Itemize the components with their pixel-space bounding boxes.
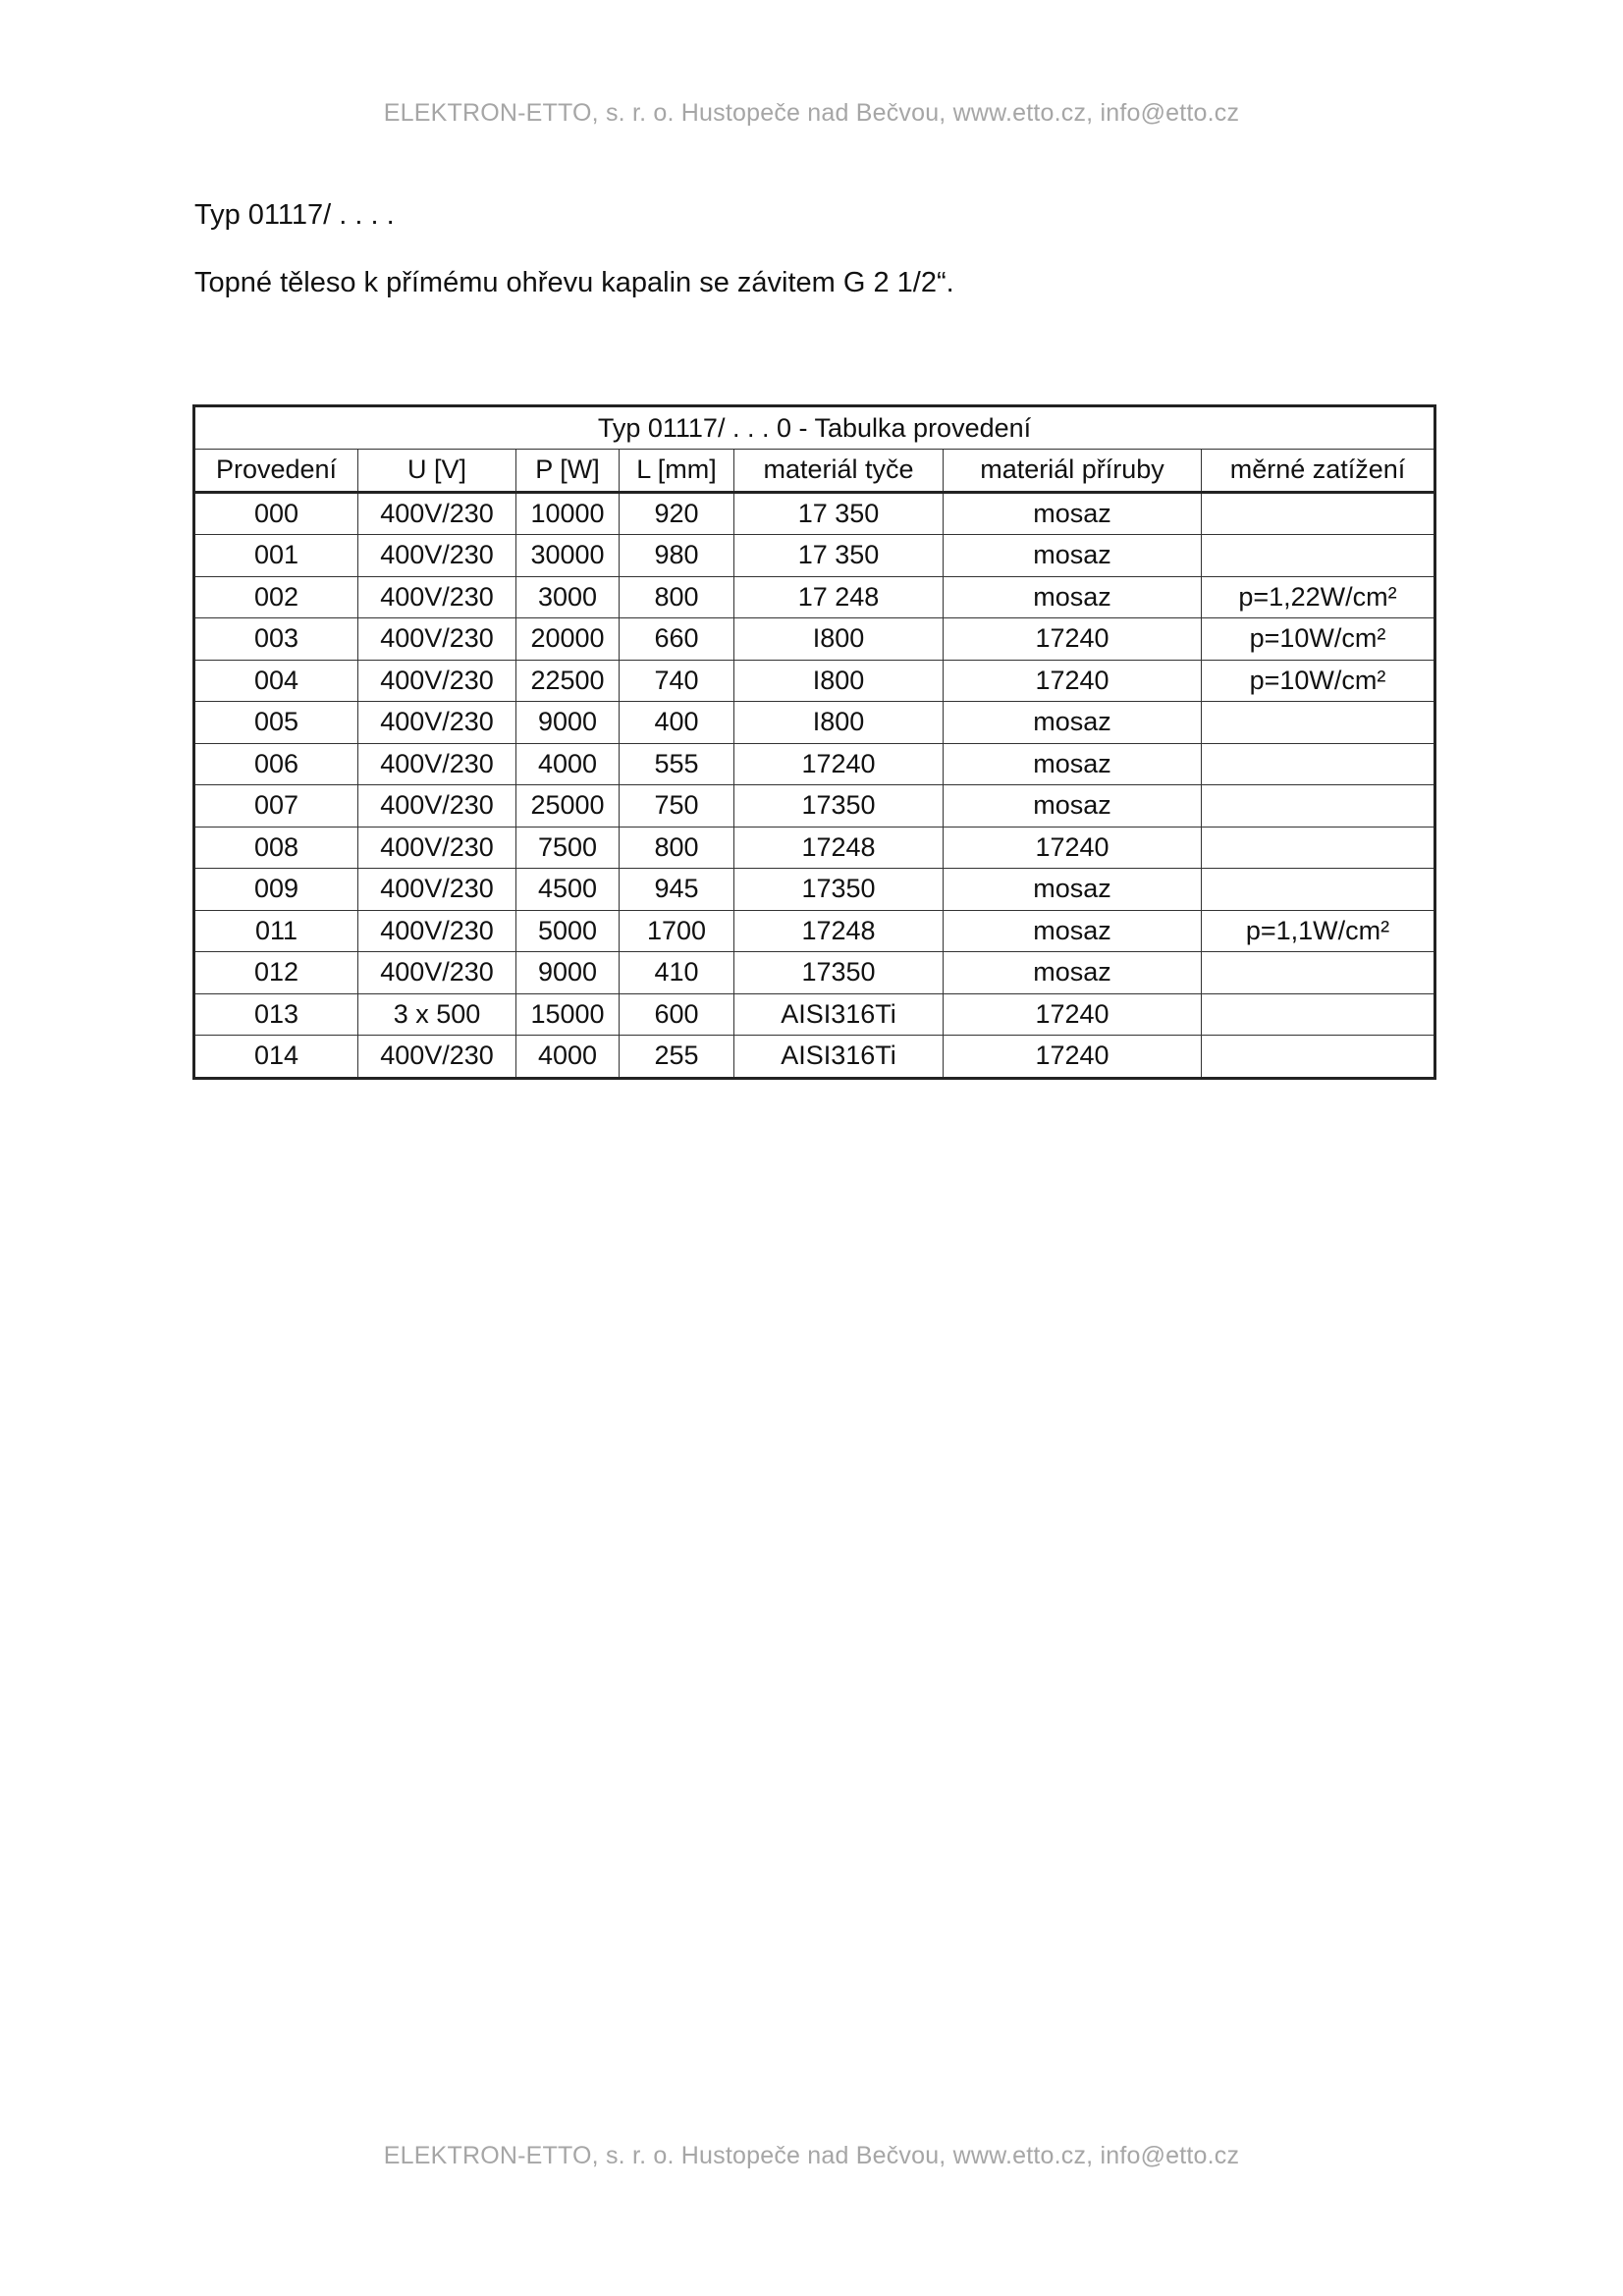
- table-cell: [1202, 827, 1435, 869]
- table-cell: 7500: [516, 827, 620, 869]
- table-cell: 006: [194, 743, 358, 785]
- table-caption: Typ 01117/ . . . 0 - Tabulka provedení: [194, 406, 1435, 450]
- table-cell: 013: [194, 993, 358, 1036]
- table-cell: I800: [734, 618, 944, 661]
- table-cell: 25000: [516, 785, 620, 828]
- table-cell: 920: [620, 492, 734, 535]
- table-row: [194, 1036, 1435, 1079]
- table-cell: 1700: [620, 910, 734, 952]
- table-row: [194, 910, 1435, 952]
- table-cell: [1202, 492, 1435, 535]
- table-cell: 000: [194, 492, 358, 535]
- table-row: [194, 492, 1435, 535]
- table-cell: 009: [194, 869, 358, 911]
- table-cell: 10000: [516, 492, 620, 535]
- table-cell: mosaz: [944, 492, 1202, 535]
- table-row: [194, 827, 1435, 869]
- table-cell: [1202, 993, 1435, 1036]
- table-header-row: [194, 450, 1435, 493]
- table-cell: 005: [194, 702, 358, 744]
- table-row: [194, 993, 1435, 1036]
- table-cell: 400V/230: [358, 660, 516, 702]
- table-cell: 17350: [734, 785, 944, 828]
- table-cell: 410: [620, 952, 734, 994]
- table-cell: 400V/230: [358, 952, 516, 994]
- table-cell: 400V/230: [358, 827, 516, 869]
- table-row: [194, 702, 1435, 744]
- table-cell: 3000: [516, 576, 620, 618]
- table-cell: 750: [620, 785, 734, 828]
- table-cell: 800: [620, 576, 734, 618]
- table-cell: mosaz: [944, 785, 1202, 828]
- table-cell: 012: [194, 952, 358, 994]
- table-cell: mosaz: [944, 702, 1202, 744]
- table-cell: p=1,22W/cm²: [1202, 576, 1435, 618]
- table-cell: 17240: [734, 743, 944, 785]
- table-cell: [1202, 743, 1435, 785]
- table-row: [194, 618, 1435, 661]
- table-cell: 001: [194, 535, 358, 577]
- table-cell: [1202, 952, 1435, 994]
- table-cell: 400V/230: [358, 535, 516, 577]
- column-header: měrné zatížení: [1202, 450, 1435, 493]
- table-body: [194, 492, 1435, 1078]
- table-cell: 15000: [516, 993, 620, 1036]
- table-cell: [1202, 702, 1435, 744]
- table-cell: 17 350: [734, 535, 944, 577]
- table-cell: 17 248: [734, 576, 944, 618]
- table-cell: [1202, 1036, 1435, 1079]
- table-cell: mosaz: [944, 869, 1202, 911]
- table-cell: 980: [620, 535, 734, 577]
- table-cell: 4000: [516, 743, 620, 785]
- table-cell: 400: [620, 702, 734, 744]
- table-cell: mosaz: [944, 952, 1202, 994]
- table-cell: 400V/230: [358, 869, 516, 911]
- table-cell: 007: [194, 785, 358, 828]
- table-cell: 3 x 500: [358, 993, 516, 1036]
- table-cell: 17248: [734, 910, 944, 952]
- table-cell: 17248: [734, 827, 944, 869]
- table-cell: [1202, 869, 1435, 911]
- page-footer: ELEKTRON-ETTO, s. r. o. Hustopeče nad Bečvou, www.etto.cz, info@etto.cz: [383, 2142, 1240, 2169]
- table-cell: 400V/230: [358, 492, 516, 535]
- table-cell: 660: [620, 618, 734, 661]
- table-cell: I800: [734, 702, 944, 744]
- table-cell: 17240: [944, 618, 1202, 661]
- table-row: [194, 869, 1435, 911]
- table-cell: 400V/230: [358, 910, 516, 952]
- table-cell: 004: [194, 660, 358, 702]
- table-cell: mosaz: [944, 743, 1202, 785]
- table-cell: 400V/230: [358, 1036, 516, 1079]
- table-cell: I800: [734, 660, 944, 702]
- table-cell: 9000: [516, 702, 620, 744]
- table-cell: 22500: [516, 660, 620, 702]
- table-cell: 014: [194, 1036, 358, 1079]
- table-cell: 9000: [516, 952, 620, 994]
- type-heading: Typ 01117/ . . . .: [194, 199, 395, 231]
- table-cell: 400V/230: [358, 618, 516, 661]
- product-description: Topné těleso k přímému ohřevu kapalin se závitem G 2 1/2“.: [194, 267, 954, 298]
- table-cell: mosaz: [944, 910, 1202, 952]
- table-cell: 002: [194, 576, 358, 618]
- table-cell: p=10W/cm²: [1202, 618, 1435, 661]
- table-cell: 17350: [734, 869, 944, 911]
- variants-table: [192, 404, 1436, 1080]
- table-cell: p=10W/cm²: [1202, 660, 1435, 702]
- table-cell: 17240: [944, 993, 1202, 1036]
- table-row: [194, 660, 1435, 702]
- column-header: Provedení: [194, 450, 358, 493]
- table-row: [194, 785, 1435, 828]
- table-cell: 400V/230: [358, 576, 516, 618]
- page-header: ELEKTRON-ETTO, s. r. o. Hustopeče nad Bečvou, www.etto.cz, info@etto.cz: [383, 99, 1240, 127]
- table-cell: AISI316Ti: [734, 993, 944, 1036]
- table-cell: 20000: [516, 618, 620, 661]
- table-cell: AISI316Ti: [734, 1036, 944, 1079]
- table-cell: 555: [620, 743, 734, 785]
- table-cell: 003: [194, 618, 358, 661]
- table-cell: 400V/230: [358, 785, 516, 828]
- table-cell: 5000: [516, 910, 620, 952]
- table-cell: 4000: [516, 1036, 620, 1079]
- column-header: U [V]: [358, 450, 516, 493]
- table-cell: 4500: [516, 869, 620, 911]
- table-cell: 800: [620, 827, 734, 869]
- table-cell: mosaz: [944, 576, 1202, 618]
- table-cell: mosaz: [944, 535, 1202, 577]
- table-cell: 740: [620, 660, 734, 702]
- table-cell: 17240: [944, 1036, 1202, 1079]
- table-cell: 600: [620, 993, 734, 1036]
- table-cell: 011: [194, 910, 358, 952]
- column-header: materiál příruby: [944, 450, 1202, 493]
- table-row: [194, 576, 1435, 618]
- table-cell: 17240: [944, 660, 1202, 702]
- table-cell: [1202, 785, 1435, 828]
- table-cell: [1202, 535, 1435, 577]
- column-header: materiál tyče: [734, 450, 944, 493]
- table-cell: 945: [620, 869, 734, 911]
- table-cell: 255: [620, 1036, 734, 1079]
- table-cell: 400V/230: [358, 702, 516, 744]
- table-cell: 17240: [944, 827, 1202, 869]
- table-cell: 400V/230: [358, 743, 516, 785]
- table-cell: 17 350: [734, 492, 944, 535]
- table-row: [194, 743, 1435, 785]
- column-header: P [W]: [516, 450, 620, 493]
- table-cell: p=1,1W/cm²: [1202, 910, 1435, 952]
- table-row: [194, 952, 1435, 994]
- table-cell: 30000: [516, 535, 620, 577]
- table-row: [194, 535, 1435, 577]
- column-header: L [mm]: [620, 450, 734, 493]
- table-cell: 17350: [734, 952, 944, 994]
- table-cell: 008: [194, 827, 358, 869]
